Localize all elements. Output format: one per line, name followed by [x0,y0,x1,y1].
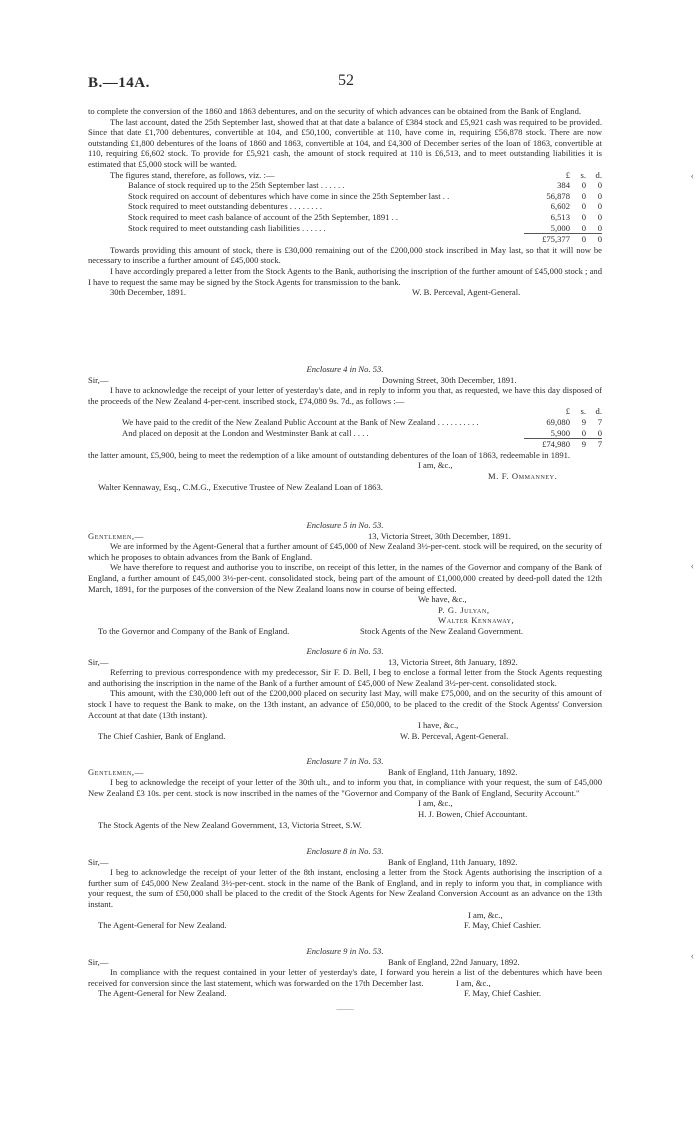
figures-intro: The figures stand, therefore, as follows, viz. :— [110,169,275,180]
pounds: 69,080 [546,416,570,427]
paragraph: We are informed by the Agent-General that a further amount of £45,000 of New Zealand 3½-per-cent. stock will be required, on the security of which he proposes to obtain advances from the Bank of England. [88,541,602,562]
letter-date: 30th December, 1891. [110,287,187,298]
figure-label: Stock required to meet outstanding debentures . . . . . . . . [128,201,323,212]
addressee: The Chief Cashier, Bank of England. [98,730,226,741]
paragraph: We have therefore to request and authorise you to inscribe, on receipt of this letter, in the names of the Governor and company of the Bank of England, a further amount of £45,000 3½-per-cent. consolidated stock, being part of the amount of £1,000,000 created by deed-poll dated the 12th March, 1891, for the purposes of the conversion of the New Zealand loans now in course of being effected. [88,562,602,594]
total-shillings: 9 [581,439,586,450]
addressee: Walter Kennaway, Esq., C.M.G., Executive Trustee of New Zealand Loan of 1863. [98,481,383,492]
enclosure-5 [88,520,602,637]
closing: We have, &c., [418,594,467,605]
closing: I have, &c., [418,720,459,731]
paragraph: I have accordingly prepared a letter from the Stock Agents to the Bank, authorising the inscription of the further amount of £45,000 stock ; and I have to request the same may be signed by the Stock Agents for transmission to the bank. [88,265,602,287]
closing: I am, &c., [418,798,453,809]
letter-continuation [88,106,602,298]
total-pounds: £75,377 [542,234,570,245]
place-date: Bank of England, 11th January, 1892. [388,856,518,867]
col-pence: d. [595,169,602,180]
paragraph: In compliance with the request contained in your letter of yesterday's date, I forward you herein a list of the debentures which have been received for conversion since the last statement, which was forwarded on the 17th December last. [88,967,602,988]
pence: 0 [597,190,602,201]
pence: 0 [597,201,602,212]
enclosure-4 [88,364,602,492]
parliamentary-paper-ref: B.—14A. [88,75,150,91]
margin-mark: ‹ [690,951,694,962]
paragraph: I have to acknowledge the receipt of your letter of yesterday's date, and in reply to inform you that, as requested, we have this day disposed of the proceeds of the New Zealand 4-per-cent. inscribed stock, £74,080 9s. 7d., as follows :— [88,385,602,406]
salutation: Gentlemen,— [88,766,144,777]
salutation: Gentlemen,— [88,530,144,541]
signature: M. F. Ommanney. [488,470,558,481]
enclosure-title: Enclosure 7 in No. 53. [306,756,384,766]
paragraph: The last account, dated the 25th September last, showed that at that date a balance of £384 stock and £5,921 cash was required to be provided. Since that date £1,700 debentures, convertible at 104, and £50,100, convertible at 110, have come in, requiring £56,878 stock. There are now outstanding £1,800 debentures of the loans of 1860 and 1863, convertible at 104, and £4,300 of December series of the loan of 1863, convertible at 110, requiring £6,602 stock. To provide for £5,921 cash, the amount of stock required at 110 is £6,513, and to meet outstanding liabilities it is estimated that £5,000 stock will be wanted. [88,116,602,169]
pounds: 5,900 [550,427,570,438]
place-date: Bank of England, 11th January, 1892. [388,766,518,777]
shillings: 0 [581,427,586,438]
signature: F. May, Chief Cashier. [464,988,542,999]
enclosure-title: Enclosure 8 in No. 53. [306,846,384,856]
margin-mark: ‹ [690,561,694,572]
signatory-role: Stock Agents of the New Zealand Government. [360,625,523,636]
closing: I am, &c., [456,977,491,988]
enclosure-9 [88,946,602,1014]
addressee: The Stock Agents of the New Zealand Government, 13, Victoria Street, S.W. [98,819,362,830]
signature: H. J. Bowen, Chief Accountant. [418,808,528,819]
col-pounds: £ [565,169,570,180]
payment-label: And placed on deposit at the London and Westminster Bank at call . . . . [122,427,369,438]
pounds: 6,602 [550,201,570,212]
paragraph: This amount, with the £30,000 left out of the £200,000 placed on security last May, will make £75,000, and on the security of this amount of stock I have to request the Bank to make, on the 13th instant, an advance of £50,000, to be placed to the credit of the Stock Agentss' Conversion Account at that date (13th instant). [88,688,602,720]
col-pounds: £ [565,406,570,417]
enclosure-title: Enclosure 5 in No. 53. [306,520,384,530]
total-pounds: £74,980 [542,439,570,450]
signature: F. May, Chief Cashier. [464,920,542,931]
figure-label: Stock required to meet outstanding cash liabilities . . . . . . [128,222,326,233]
figure-label: Balance of stock required up to the 25th September last . . . . . . [128,180,345,191]
figure-label: Stock required on account of debentures which have come in since the 25th September last . . [128,190,450,201]
place-date: Bank of England, 22nd January, 1892. [388,956,520,967]
col-shillings: s. [580,169,586,180]
total-pence: 7 [597,439,602,450]
pounds: 5,000 [550,222,570,233]
paragraph: to complete the conversion of the 1860 and 1863 debentures, and on the security of which advances can be obtained from the Bank of England. [88,106,582,116]
place-date: 13, Victoria Street, 8th January, 1892. [388,656,518,667]
payments-table [88,406,602,449]
addressee: The Agent-General for New Zealand. [98,920,227,931]
enclosure-6 [88,646,602,741]
addressee: To the Governor and Company of the Bank of England. [98,625,290,636]
paragraph: Towards providing this amount of stock, there is £30,000 remaining out of the £200,000 stock inscribed in May last, so that it will now be necessary to inscribe a further amount of £45,000 stock. [88,244,602,266]
figures-table [88,170,602,245]
col-pence: d. [595,406,602,417]
payment-label: We have paid to the credit of the New Zealand Public Account at the Bank of New Zealand . . . . . . . . . . [122,416,479,427]
signature: W. B. Perceval, Agent-General. [400,730,509,741]
place-date: 13, Victoria Street, 30th December, 1891. [368,530,511,541]
enclosure-7 [88,756,602,830]
pence: 0 [597,427,602,438]
salutation: Sir,— [88,656,109,667]
closing: I am, &c., [418,460,453,471]
paragraph: I beg to acknowledge the receipt of your letter of the 8th instant, enclosing a letter from the Stock Agents authorising the inscription of a further sum of £45,000 New Zealand 3½-per-cent. stock in the name of the Bank of England, and in reply to inform you that, in compliance with your request, the sum of £50,000 shall be placed to the credit of the Stock Agents for New Zealand Conversion Account as an advance on the 13th instant. [88,867,602,909]
pence: 0 [597,211,602,222]
salutation: Sir,— [88,956,109,967]
pence: 0 [597,180,602,191]
pounds: 384 [557,180,570,191]
paragraph: Referring to previous correspondence with my predecessor, Sir F. D. Bell, I beg to enclose a formal letter from the Stock Agents requesting and authorising the inscription in the name of the Bank of a further amount of £45,000 of New Zealand 3½-per-cent. consolidated stock. [88,667,602,688]
figure-label: Stock required to meet cash balance of account of the 25th September, 1891 . . [128,211,399,222]
shillings: 0 [581,211,586,222]
enclosure-title: Enclosure 6 in No. 53. [306,646,384,656]
enclosure-title: Enclosure 9 in No. 53. [306,946,384,956]
pounds: 56,878 [546,190,570,201]
signature: W. B. Perceval, Agent-General. [412,287,521,298]
salutation: Sir,— [88,856,109,867]
pounds: 6,513 [550,211,570,222]
signatory-1: P. G. Julyan, [438,604,490,615]
paragraph: the latter amount, £5,900, being to meet the redemption of a like amount of outstanding debentures of the loan of 1863, redeemable in 1891. [88,449,571,460]
place-date: Downing Street, 30th December, 1891. [382,374,517,385]
salutation: Sir,— [88,374,109,385]
enclosure-title: Enclosure 4 in No. 53. [306,364,384,374]
margin-mark: ‹ [690,171,694,182]
paragraph: I beg to acknowledge the receipt of your letter of the 30th ult., and to inform you that, in compliance with your request, the sum of £45,000 New Zealand £3 10s. per cent. stock is now inscribed in the names of the "Governor and Company of the Bank of England, Security Account." [88,777,602,798]
pence: 0 [597,222,602,233]
total-shillings: 0 [581,234,586,245]
addressee: The Agent-General for New Zealand. [98,988,227,999]
closing: I am, &c., [468,909,503,920]
shillings: 0 [581,201,586,212]
end-rule: —— [336,1002,354,1013]
page-number: 52 [338,72,354,89]
shillings: 0 [581,190,586,201]
enclosure-8 [88,846,602,931]
signatory-2: Walter Kennaway, [438,615,515,626]
pence: 7 [597,416,602,427]
shillings: 9 [581,416,586,427]
shillings: 0 [581,222,586,233]
shillings: 0 [581,180,586,191]
col-shillings: s. [580,406,586,417]
total-pence: 0 [597,234,602,245]
